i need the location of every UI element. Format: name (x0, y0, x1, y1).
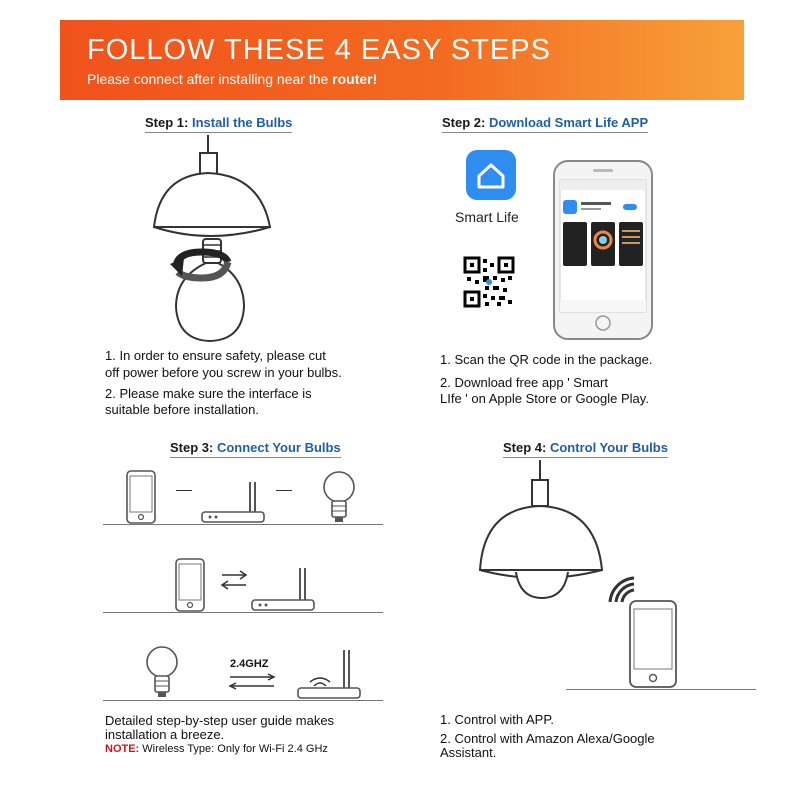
pendant-lamp-icon (470, 460, 610, 600)
banner-title: FOLLOW THESE 4 EASY STEPS (87, 34, 551, 66)
router-icon (250, 566, 320, 612)
qr-code-icon (463, 256, 515, 308)
step2-number: Step 2: (442, 115, 486, 130)
step3-title (170, 440, 341, 458)
step1-name: Install the Bulbs (191, 115, 293, 130)
step1-text-2: off power before you screw in your bulbs. (105, 365, 342, 380)
step1-title (145, 115, 292, 133)
banner-subtitle-text: Please connect after installing near the (87, 71, 329, 87)
link-dash (176, 490, 192, 491)
step1-number: Step 1: (145, 115, 189, 130)
smart-life-app-icon (466, 150, 516, 200)
step2-text-3: LIfe ' on Apple Store or Google Play. (440, 391, 649, 406)
shelf-line-3 (103, 700, 383, 701)
step1-text-3: 2. Please make sure the interface is (105, 386, 312, 401)
rotate-arrow-icon (168, 248, 238, 282)
step4-name: Control Your Bulbs (549, 440, 668, 455)
step4-number: Step 4: (503, 440, 547, 455)
banner-subtitle-bold: router! (332, 71, 378, 87)
phone-icon (553, 160, 653, 340)
banner-subtitle (87, 71, 377, 87)
phone-icon (126, 470, 156, 524)
step3-name: Connect Your Bulbs (216, 440, 341, 455)
step2-text-2: 2. Download free app ' Smart (440, 375, 608, 390)
link-dash (276, 490, 292, 491)
step1-text-1: 1. In order to ensure safety, please cut (105, 348, 326, 363)
shelf-line-2 (103, 612, 383, 613)
note-label: NOTE: (105, 743, 140, 755)
bulb-icon (145, 645, 179, 699)
step3-number: Step 3: (170, 440, 214, 455)
step3-note (105, 742, 328, 757)
step3-text-2: installation a breeze. (105, 727, 225, 742)
step3-text-1: Detailed step-by-step user guide makes (105, 713, 335, 728)
step1-text-4: suitable before installation. (105, 402, 259, 417)
frequency-label: 2.4GHZ (230, 658, 269, 670)
phone-icon (629, 600, 677, 689)
double-arrow-icon (228, 673, 276, 691)
phone-icon (175, 558, 205, 612)
step2-text-1: 1. Scan the QR code in the package. (440, 352, 653, 367)
app-name-label: Smart Life (455, 209, 519, 225)
note-text: Wireless Type: Only for Wi-Fi 2.4 GHz (142, 743, 328, 755)
header-banner (60, 20, 744, 100)
router-icon (296, 648, 366, 700)
shelf-line-4 (566, 689, 756, 690)
step4-text-2: 2. Control with Amazon Alexa/Google (440, 731, 655, 746)
bulb-icon (322, 470, 356, 524)
step2-name: Download Smart Life APP (488, 115, 649, 130)
step4-text-3: Assistant. (440, 745, 497, 760)
step4-title (503, 440, 668, 458)
router-icon (200, 480, 270, 524)
pendant-lamp-icon (140, 135, 290, 350)
step4-text-1: 1. Control with APP. (440, 712, 554, 727)
step2-title (442, 115, 648, 133)
double-arrow-icon (220, 570, 248, 590)
shelf-line-1 (103, 524, 383, 525)
